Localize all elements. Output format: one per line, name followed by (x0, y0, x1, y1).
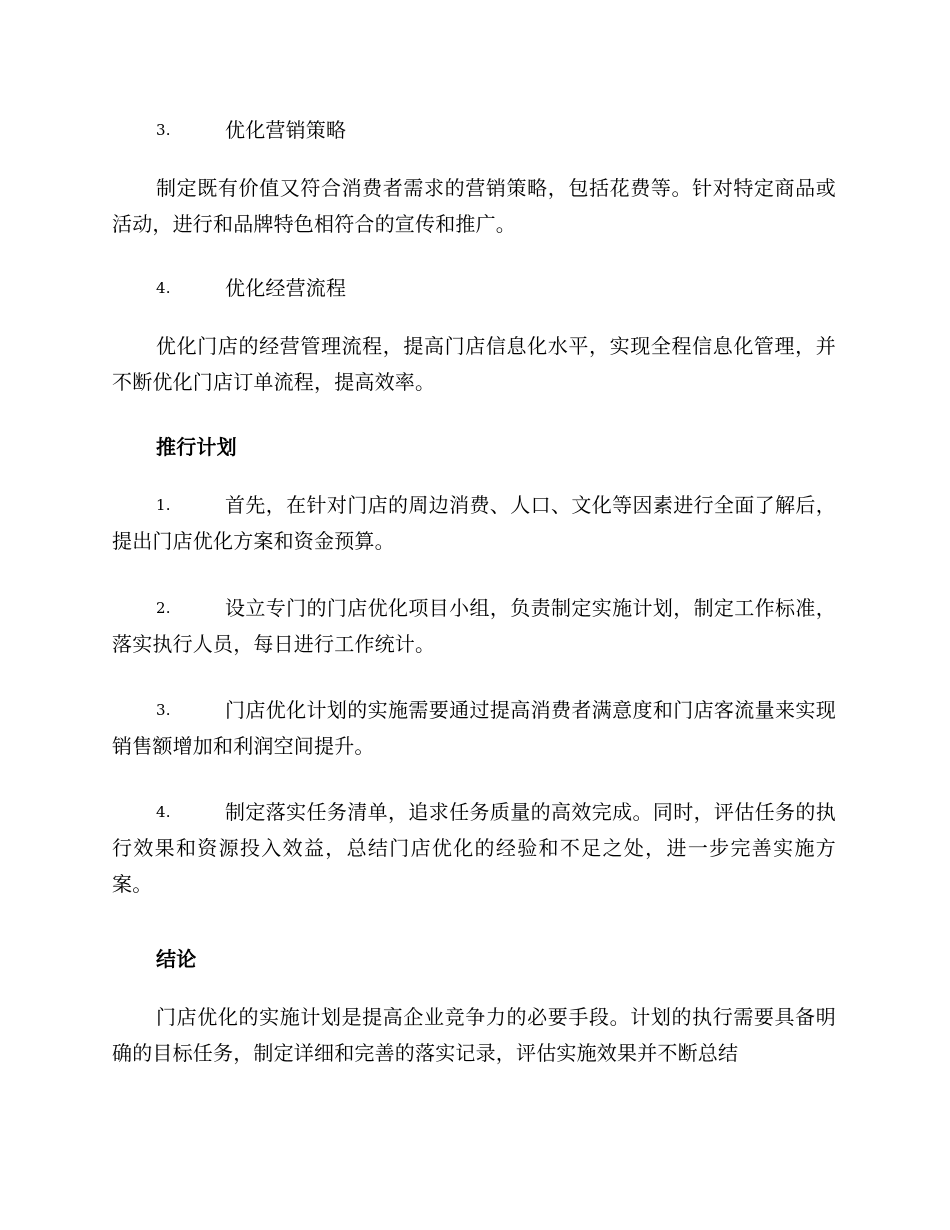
marketing-item (112, 112, 836, 148)
list-item-title: 优化营销策略 (225, 118, 347, 142)
list-number: 1. (156, 496, 171, 514)
list-number: 4. (156, 279, 171, 297)
list-number: 2. (156, 599, 171, 617)
section-heading: 结论 (156, 947, 197, 971)
process-item (112, 270, 836, 306)
list-item-text: 首先，在针对门店的周边消费、人口、文化等因素进行全面了解后，提出门店优化方案和资金预算。 (112, 493, 836, 553)
list-item-title: 优化经营流程 (225, 276, 347, 300)
paragraph: 制定既有价值又符合消费者需求的营销策略，包括花费等。针对特定商品或活动，进行和品牌特色相符合的宣传和推广。 (112, 176, 836, 236)
list-number: 3. (156, 121, 171, 139)
paragraph: 门店优化的实施计划是提高企业竞争力的必要手段。计划的执行需要具备明确的目标任务，制定详细和完善的落实记录，评估实施效果并不断总结 (112, 1005, 836, 1065)
list-item (112, 590, 836, 662)
list-item-text: 设立专门的门店优化项目小组，负责制定实施计划，制定工作标准，落实执行人员，每日进行工作统计。 (112, 596, 836, 656)
list-number: 4. (156, 803, 171, 821)
list-number: 3. (156, 701, 171, 719)
list-item-text: 门店优化计划的实施需要通过提高消费者满意度和门店客流量来实现销售额增加和利润空间提升。 (112, 698, 836, 758)
list-item (112, 692, 836, 764)
section-heading: 推行计划 (156, 435, 237, 459)
list-item (112, 794, 836, 902)
paragraph: 优化门店的经营管理流程，提高门店信息化水平，实现全程信息化管理，并不断优化门店订单流程，提高效率。 (112, 334, 836, 394)
list-item (112, 487, 836, 559)
list-item-text: 制定落实任务清单，追求任务质量的高效完成。同时，评估任务的执行效果和资源投入效益，总结门店优化的经验和不足之处，进一步完善实施方案。 (112, 800, 836, 896)
